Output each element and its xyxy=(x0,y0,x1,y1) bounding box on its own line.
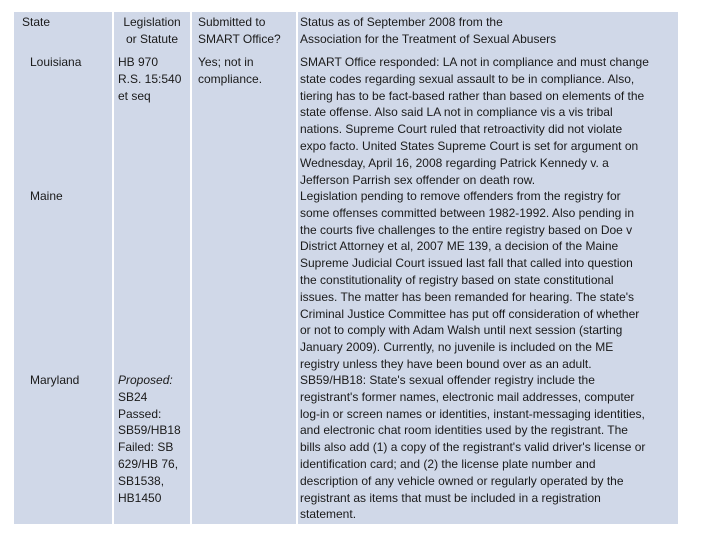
row-louisiana-legislation-1: HB 970 xyxy=(118,55,159,69)
row-louisiana-submitted-2: compliance. xyxy=(198,72,263,86)
row-maine-status-7: issues. The matter has been remanded for hearing. The state's xyxy=(300,290,635,304)
row-maryland-legislation-3: Passed: xyxy=(118,407,162,421)
row-maryland-legislation-2: SB24 xyxy=(118,390,148,404)
row-maine-status-6: the constitutionality of registry based on state constitutional xyxy=(300,273,614,287)
row-maryland-status-5: bills also add (1) a copy of the registrant's valid driver's license or xyxy=(300,440,646,454)
row-louisiana-status-7: Wednesday, April 16, 2008 regarding Patrick Kennedy v. a xyxy=(300,156,609,170)
row-louisiana-status-8: Jefferson Parrish sex offender on death row. xyxy=(300,173,536,187)
col-submitted-bg xyxy=(192,12,296,524)
header-state: State xyxy=(22,15,51,29)
row-maryland-legislation-1: Proposed: xyxy=(118,373,173,387)
row-maine-status-2: some offenses committed between 1982-1992. Also pending in xyxy=(300,206,634,220)
header-legislation-line1: Legislation xyxy=(123,15,181,29)
row-maryland-status-2: registrant's former names, electronic mail addresses, computer xyxy=(300,390,635,404)
row-maryland-status-1: SB59/HB18: State's sexual offender registry include the xyxy=(300,373,595,387)
row-louisiana-status-3: tiering has to be fact-based rather than based on elements of the xyxy=(300,89,645,103)
row-maryland-legislation-7: SB1538, xyxy=(118,474,165,488)
col-state-bg xyxy=(14,12,112,524)
row-maryland-legislation-8: HB1450 xyxy=(118,491,162,505)
row-louisiana-status-6: expo facto. United States Supreme Court is set for argument on xyxy=(300,139,639,153)
row-maine-state: Maine xyxy=(30,189,63,203)
row-maine-status-1: Legislation pending to remove offenders from the registry for xyxy=(300,189,621,203)
row-louisiana-status-1: SMART Office responded: LA not in compliance and must change xyxy=(300,55,649,69)
row-maine-status-8: Criminal Justice Committee has put off consideration of whether xyxy=(300,307,640,321)
row-louisiana-status-5: nations. Supreme Court ruled that retroactivity did not violate xyxy=(300,122,623,136)
row-maryland-status-7: description of any vehicle owned or regularly operated by the xyxy=(300,474,624,488)
header-status-line2: Association for the Treatment of Sexual Abusers xyxy=(300,32,557,46)
row-maryland-legislation-4: SB59/HB18 xyxy=(118,423,181,437)
row-louisiana-status-2: state codes regarding sexual assault to be in compliance. Also, xyxy=(300,72,635,86)
row-maryland-status-6: identification card; and (2) the license plate number and xyxy=(300,457,596,471)
row-maine-status-3: the courts five challenges to the entire registry based on Doe v xyxy=(300,223,633,237)
row-maryland-state: Maryland xyxy=(30,373,80,387)
header-legislation-line2: or Statute xyxy=(125,32,179,46)
row-maryland-status-8: registrant as items that must be included in a registration xyxy=(300,491,601,505)
header-submitted-line1: Submitted to xyxy=(198,15,266,29)
header-status-line1: Status as of September 2008 from the xyxy=(300,15,503,29)
row-louisiana-legislation-3: et seq xyxy=(118,89,151,103)
row-louisiana-state: Louisiana xyxy=(30,55,82,69)
row-louisiana-legislation-2: R.S. 15:540 xyxy=(118,72,182,86)
row-maine-status-9: or not to comply with Adam Walsh until next session (starting xyxy=(300,323,623,337)
row-maryland-status-9: statement. xyxy=(300,507,357,521)
row-louisiana-submitted-1: Yes; not in xyxy=(198,55,254,69)
row-maryland-legislation-5: Failed: SB xyxy=(118,440,174,454)
header-submitted-line2: SMART Office? xyxy=(198,32,281,46)
sex-offender-registry-table xyxy=(14,12,678,524)
row-maine-status-11: registry unless they have been bound over as an adult. xyxy=(300,357,592,371)
row-maryland-legislation-6: 629/HB 76, xyxy=(118,457,179,471)
row-louisiana-status-4: state offense. Also said LA not in compliance vis a vis tribal xyxy=(300,105,613,119)
row-maine-status-5: Supreme Judicial Court issued last fall that called into question xyxy=(300,256,633,270)
row-maryland-status-4: and electronic chat room identities used by the registrant. The xyxy=(300,423,628,437)
row-maine-status-10: January 2009). Currently, no juvenile is included on the ME xyxy=(300,340,614,354)
row-maryland-status-3: log-in or screen names or identities, instant-messaging identities, xyxy=(300,407,645,421)
row-maine-status-4: District Attorney et al, 2007 ME 139, a decision of the Maine xyxy=(300,239,619,253)
